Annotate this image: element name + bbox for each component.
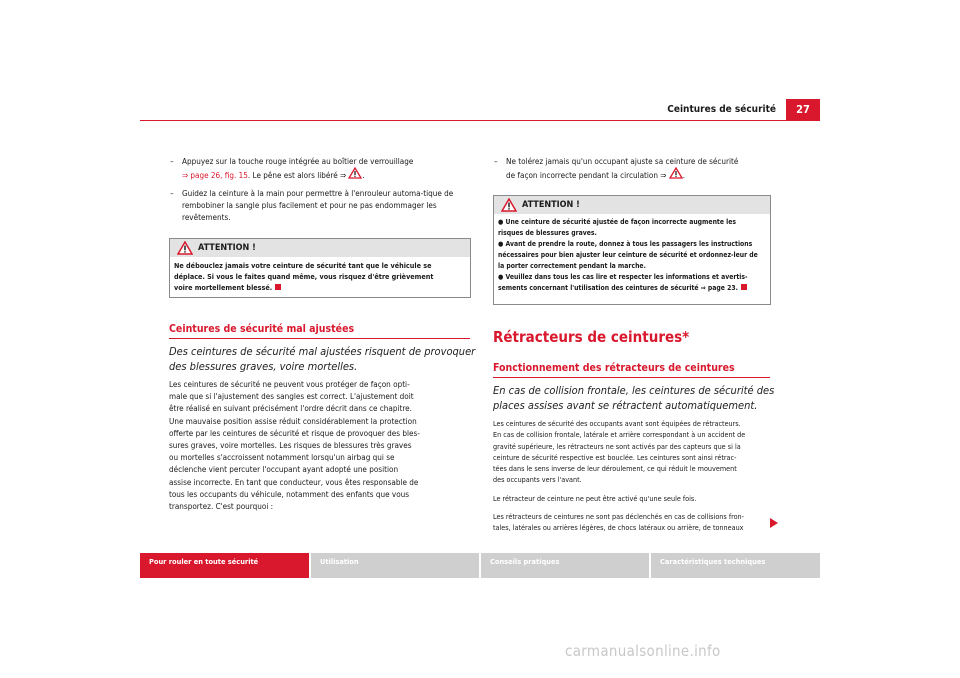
tab-usage[interactable]: Utilisation [311, 553, 479, 578]
step-text: Appuyez sur la touche rouge intégrée au boîtier de verrouillage [182, 156, 414, 166]
bullet-item: ● Veuillez dans tous les cas lire et respecter les informations et avertis- [498, 273, 748, 281]
section-rule [169, 338, 470, 339]
section-title-retractor-function: Fonctionnement des rétracteurs de ceintures [493, 362, 735, 374]
end-marker [275, 284, 281, 290]
bullet-dot-icon: ● [498, 218, 504, 226]
warning-text: Ne débouclez jamais votre ceinture de sécurité tant que le véhicule se déplace. Si vous le faites quand même, vous risquez d'être grièvement voire mortellement blessé. [174, 261, 434, 292]
tab-practical-tips[interactable]: Conseils pratiques [481, 553, 649, 578]
watermark: carmanualsonline.info [565, 642, 721, 660]
step-guide-belt: – Guidez la ceinture à la main pour permettre à l'enrouleur automa-tique de rembobiner la sangle plus facilement et pour ne pas endommager les revêtements. [170, 187, 480, 224]
page-link[interactable]: ⇒ page 26, fig. 15 [182, 170, 248, 181]
tab-technical-specs[interactable]: Caractéristiques techniques [651, 553, 820, 578]
warning-box-left [169, 238, 471, 298]
bullet-item: ● Avant de prendre la route, donnez à tous les passagers les instructions [498, 240, 753, 248]
warning-triangle-icon [348, 167, 362, 179]
warning-label: ATTENTION ! [522, 200, 580, 210]
step-no-incorrect-belt: – Ne tolérez jamais qu'un occupant ajuste sa ceinture de sécurité de façon incorrecte pendant la circulation ⇒ . [494, 156, 739, 181]
section-rule [493, 377, 770, 378]
warning-triangle-icon [177, 241, 193, 255]
end-marker [741, 284, 747, 290]
warning-header [494, 196, 770, 214]
warning-triangle-icon [501, 198, 517, 212]
body-text-left: Les ceintures de sécurité ne peuvent vous protéger de façon opti- male que si l'ajustement des sangles est correct. L'ajustement doit être réalisé en suivant précisément l'ordre décrit dans ce chapitre. Une mauvaise position assise réduit considérablement la protection offerte par les ceintures de sécurité et risque de provoquer des bles- sures graves, voire mortelles. Les risques de blessures très graves ou mortelles s'accroissent notamment lorsqu'un airbag qui se déclenche vient percuter l'occupant ayant adopté une position assise incorrecte. En tant que conducteur, vous êtes responsable de tous les occupants du véhicule, notamment des enfants que vous transportez. C'est pourquoi : [169, 379, 420, 512]
continue-arrow-icon [770, 518, 778, 528]
lead-text-right: En cas de collision frontale, les ceintures de sécurité des places assises avant se rétractent automatiquement. [493, 384, 775, 412]
body-text-right: Les ceintures de sécurité des occupants avant sont équipées de rétracteurs. En cas de collision frontale, latérale et arrière correspondant à un accident de gravité supérieure, les rétracteurs ne sont activés par des capteurs que si la ceinture de sécurité respective est bouclée. Les ceintures sont ainsi rétrac- tées dans le sens inverse de leur déroulement, ce qui réduit le mouvement des occupants vers l'avant. Le rétracteur de ceinture ne peut être activé qu'une seule fois. Les rétracteurs de ceintures ne sont pas déclenchés en cas de collisions fron- tales, latérales ou arrières légères, de chocs latéraux ou arrière, de tonneaux [493, 419, 746, 533]
page-number: 27 [786, 99, 820, 120]
bullet-item: ● Une ceinture de sécurité ajustée de façon incorrecte augmente les [498, 218, 737, 226]
page-header-title: Ceintures de sécurité [667, 104, 776, 115]
step-text: Guidez la ceinture à la main pour permettre à l'enrouleur automa-tique de rembobiner la sangle plus facilement et pour ne pas endommager les revêtements. [182, 188, 454, 223]
warning-triangle-icon [669, 167, 683, 179]
tab-safety[interactable]: Pour rouler en toute sécurité [140, 553, 309, 578]
header-rule [140, 120, 820, 121]
lead-text-left: Des ceintures de sécurité mal ajustées risquent de provoquer des blessures graves, voire mortelles. [169, 345, 476, 373]
warning-text: ● Une ceinture de sécurité ajustée de façon incorrecte augmente les risques de blessures graves. ● Avant de prendre la route, donnez à tous les passagers les instructions nécessaires pour bien ajuster leur ceinture de sécurité et ordonnez-leur de la porter correctement pendant la marche. ● Veuillez dans tous les cas lire et respecter les informations et avertis- sements concernant l'utilisation des ceintures de sécurité ⇒ page 23. [494, 214, 770, 298]
warning-header [170, 239, 470, 257]
bullet-dot-icon: ● [498, 273, 504, 281]
step-press-button: – Appuyez sur la touche rouge intégrée au boîtier de verrouillage ⇒ page 26, fig. 15. Le pêne est alors libéré ⇒ . [170, 156, 414, 181]
warning-label: ATTENTION ! [198, 243, 256, 253]
chapter-title-retractors: Rétracteurs de ceintures* [493, 328, 690, 346]
section-title-incorrect-belts: Ceintures de sécurité mal ajustées [169, 323, 355, 335]
warning-box-right [493, 195, 771, 305]
bullet-dot-icon: ● [498, 240, 504, 248]
